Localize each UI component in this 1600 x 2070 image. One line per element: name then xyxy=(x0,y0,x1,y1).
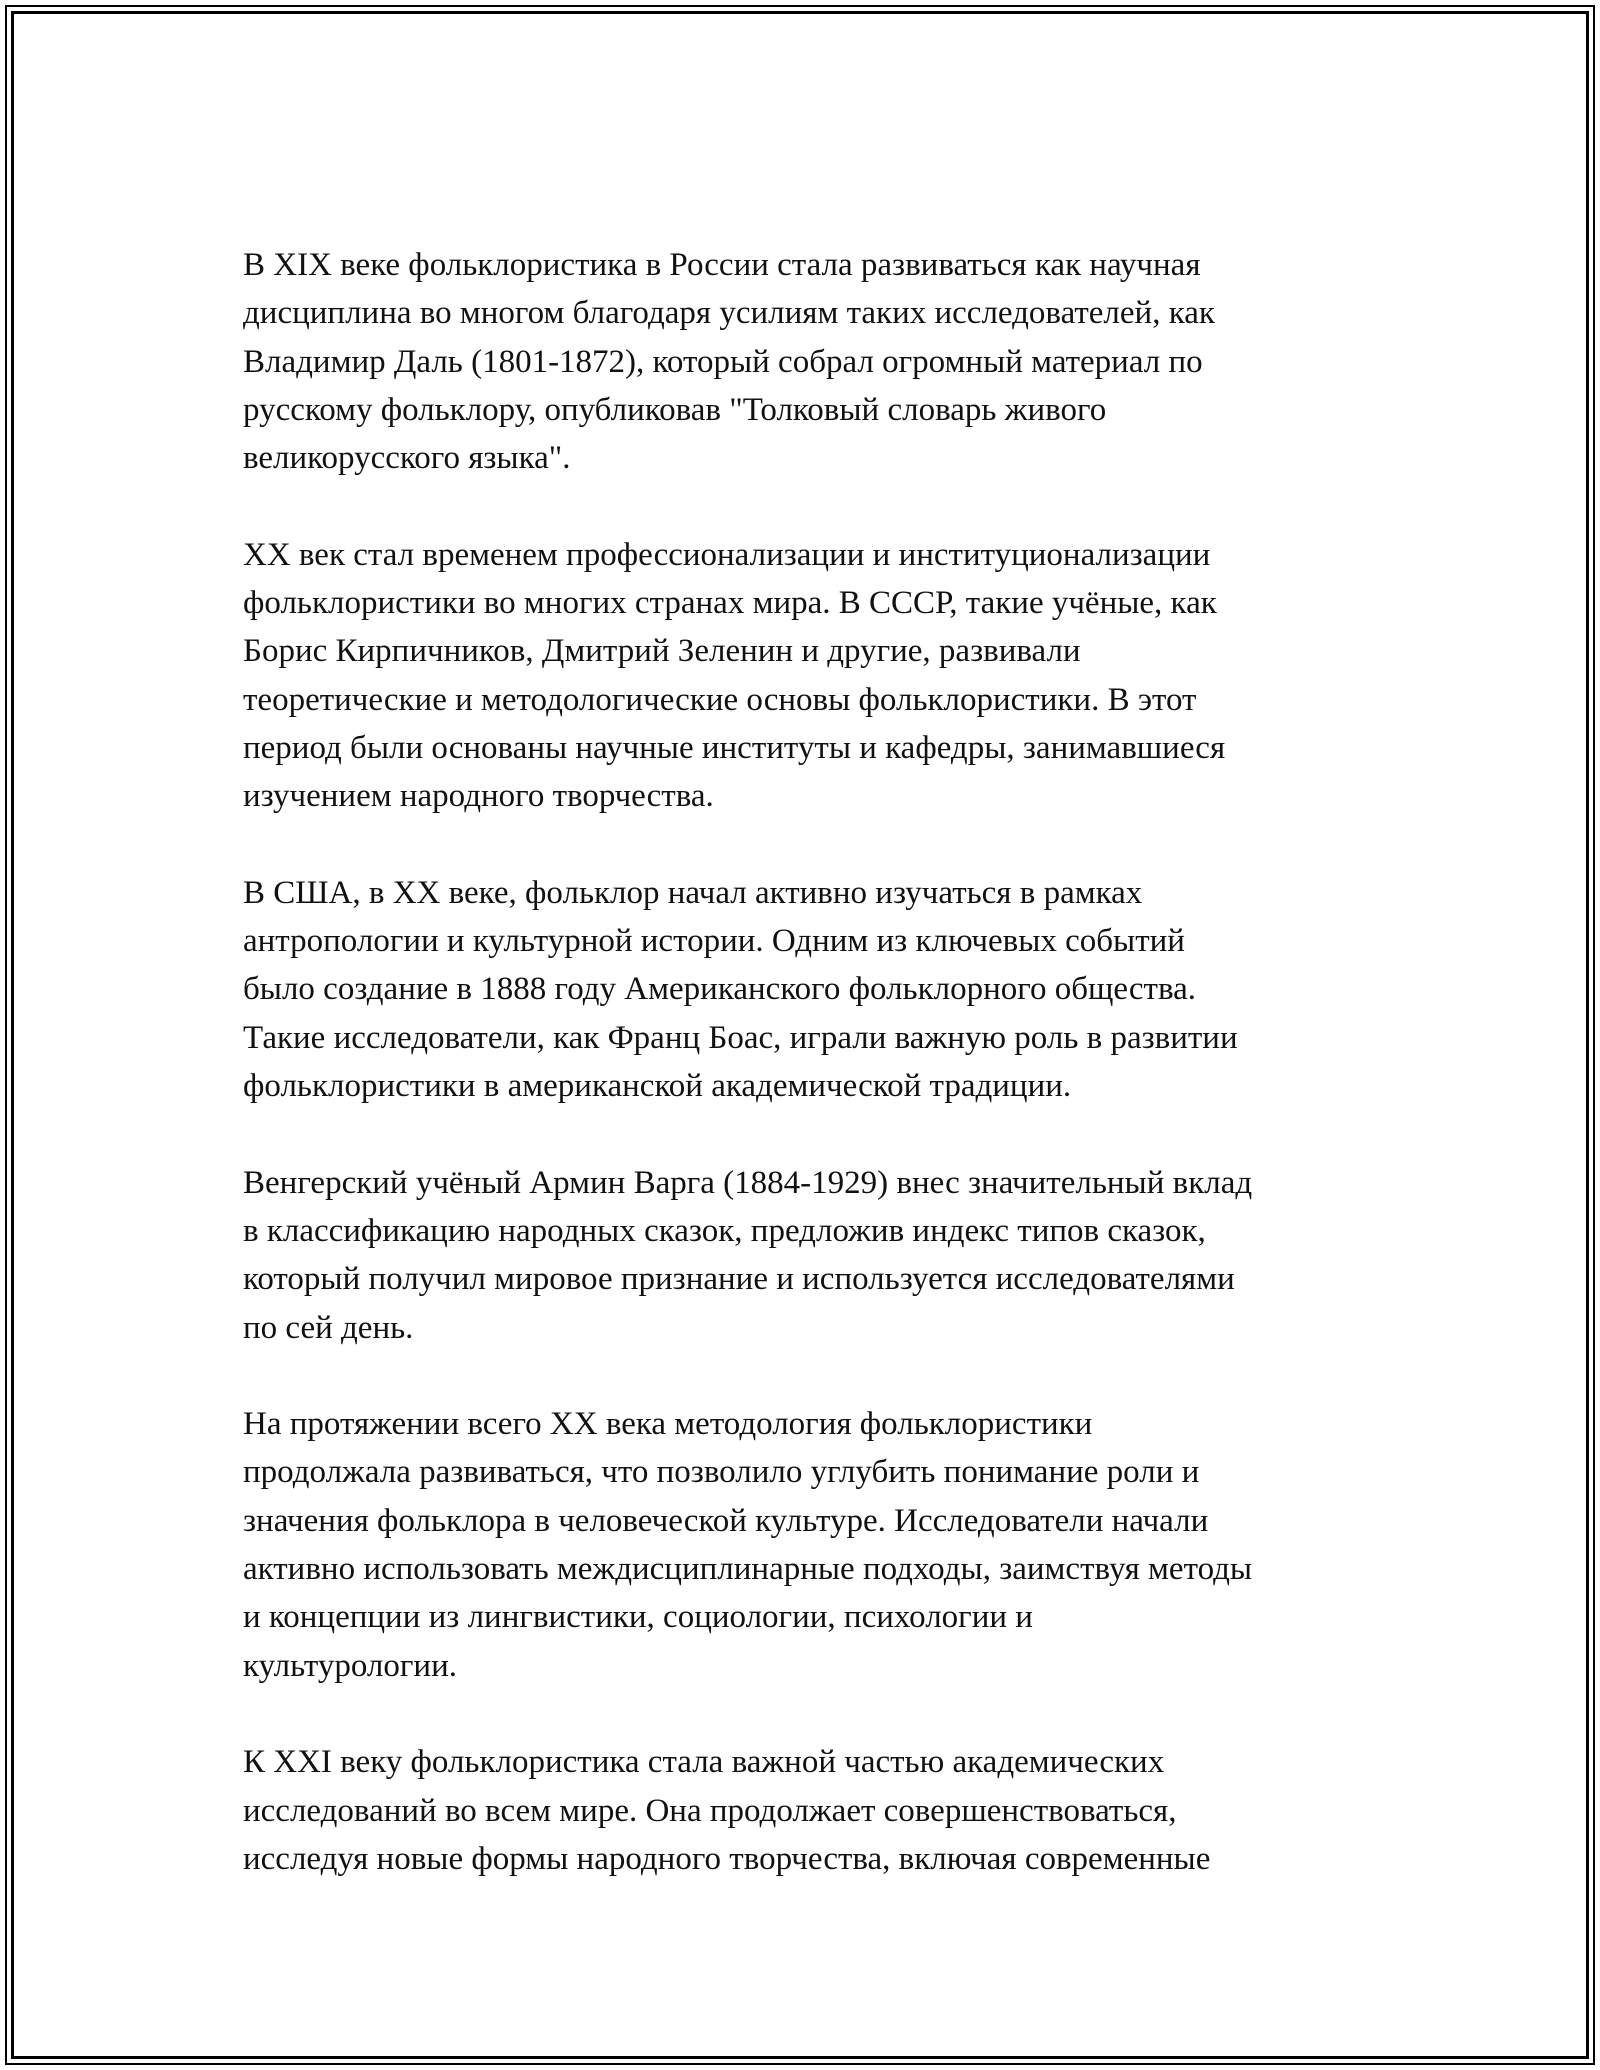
paragraph-21st-century: К XXI веку фольклористика стала важной частью академических исследований во всем мире. Она продолжает совершенствоваться, исследуя новые формы народного творчества, включая современные xyxy=(243,1744,1211,1877)
paragraph-armin-varga: Венгерский учёный Армин Варга (1884-1929) внес значительный вклад в классификацию народных сказок, предложив индекс типов сказок, который получил мировое признание и используется исследователями по сей день. xyxy=(243,1164,1253,1346)
page-border xyxy=(5,5,1595,2065)
paragraph-20th-century-ussr: XX век стал временем профессионализации и институционализации фольклористики во многих странах мира. В СССР, такие учёные, как Борис Кирпичников, Дмитрий Зеленин и другие, развивали теоретические и методологические основы фольклористики. В этот период были основаны научные институты и кафедры, занимавшиеся изучением народного творчества. xyxy=(243,536,1226,815)
paragraph-methodology: На протяжении всего XX века методология фольклористики продолжала развиваться, что позволило углубить понимание роли и значения фольклора в человеческой культуре. Исследователи начали активно использовать междисциплинарные подходы, заимствуя методы и концепции из лингвистики, социологии, психологии и культурологии. xyxy=(243,1406,1253,1684)
document-body xyxy=(243,241,1403,1931)
paragraph-usa-folklore: В США, в XX веке, фольклор начал активно изучаться в рамках антропологии и культурной истории. Одним из ключевых событий было создание в 1888 году Американского фольклорного общества. Такие исследователи, как Франц Боас, играли важную роль в развитии фольклористики в американской академической традиции. xyxy=(243,874,1238,1105)
paragraph-19th-century-russia: В XIX веке фольклористика в России стала развиваться как научная дисциплина во многом благодаря усилиям таких исследователей, как Владимир Даль (1801-1872), который собрал огромный материал по русскому фольклору, опубликовав "Толковый словарь живого великорусского языка". xyxy=(243,247,1215,477)
